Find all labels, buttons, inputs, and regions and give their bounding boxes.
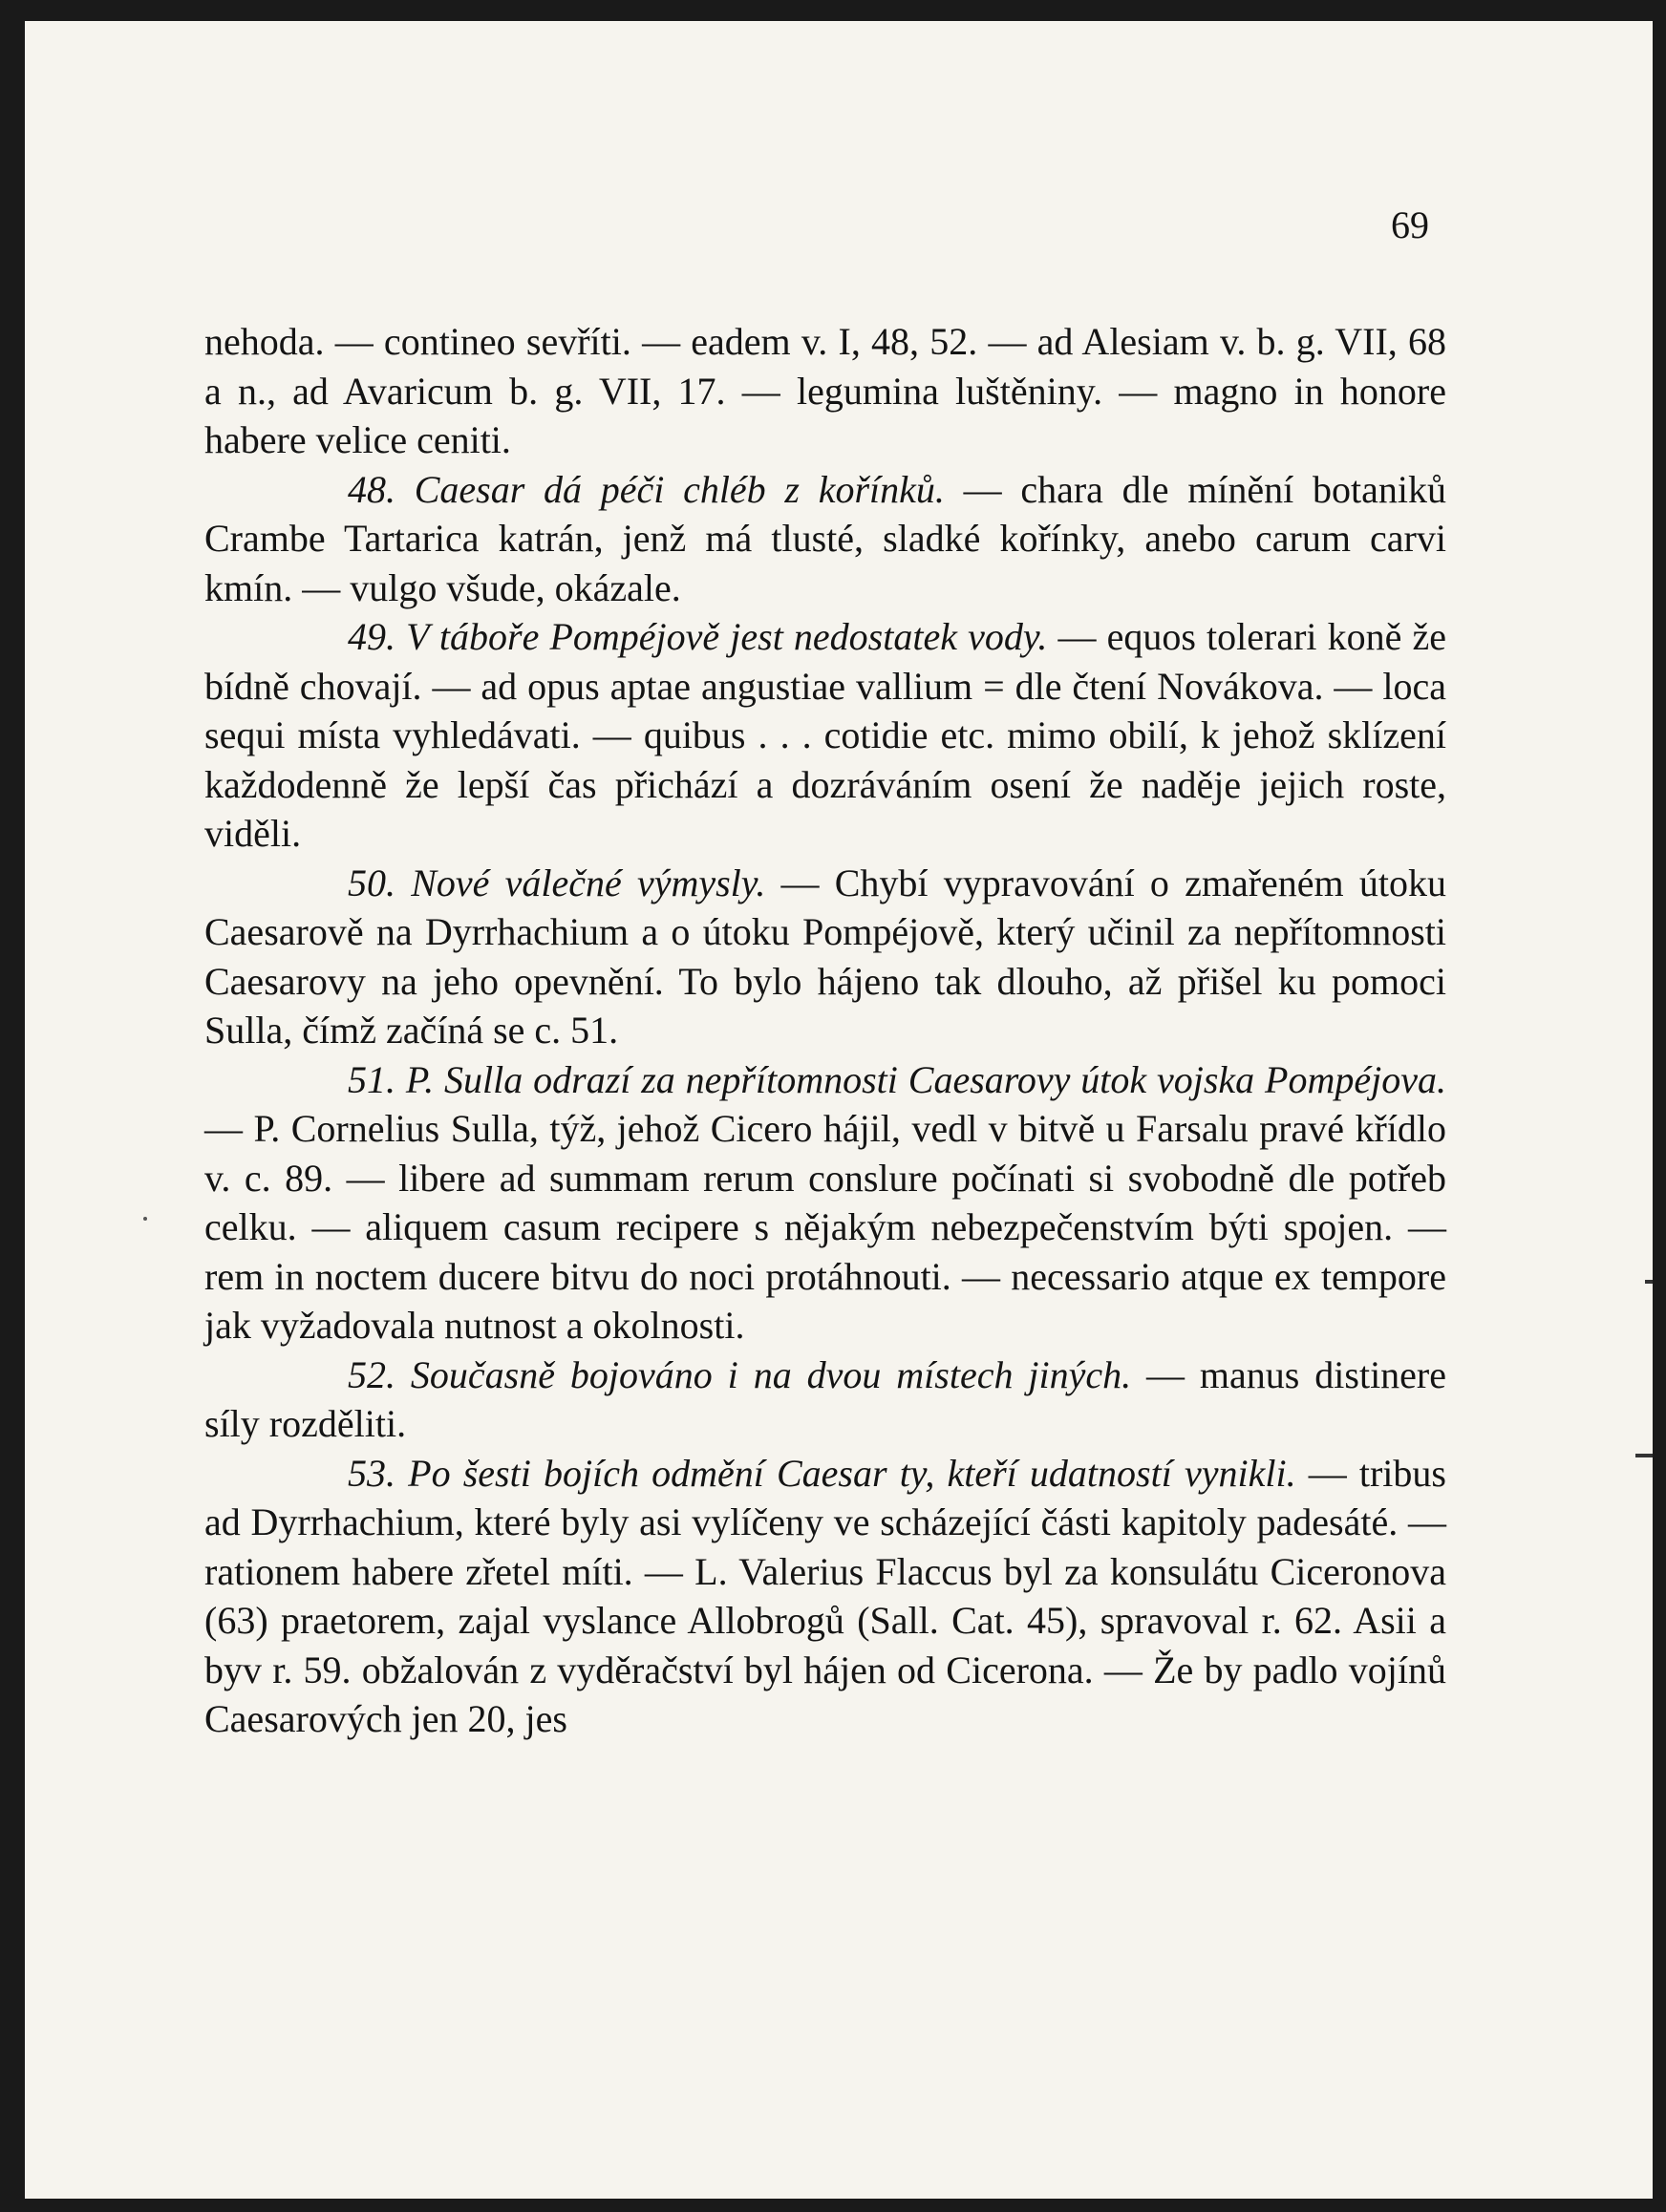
paragraph-52 [204, 1351, 1446, 1449]
book-page [25, 21, 1653, 2199]
paragraph-body: nehoda. — contineo sevříti. — eadem v. I, 48, 52. — ad Alesiam v. b. g. VII, 68 a n., ad Avaricum b. g. VII, 17. — legumina luštěniny. — magno in honore habere velice ceniti. [204, 320, 1446, 461]
paragraph-49 [204, 612, 1446, 859]
paragraph-body: — manus distinere síly rozděliti. [204, 1352, 1447, 1445]
paragraph-continuation [204, 317, 1446, 465]
paragraph-body: — Chybí vypravování o zmařeném útoku Caesarově na Dyrrhachium a o útoku Pompéjově, který učinil za nepřítomnosti Caesarovy na jeho opevnění. To bylo hájeno tak dlouho, až přišel ku pomoci Sulla, čímž začíná se c. 51. [204, 861, 1446, 1052]
page-number: 69 [1391, 203, 1429, 246]
paragraph-heading: 53. Po šesti bojích odmění Caesar ty, kteří udatností vynikli. [348, 1451, 1296, 1495]
paragraph-heading: 48. Caesar dá péči chléb z kořínků. [348, 467, 945, 511]
paragraph-heading: 51. P. Sulla odrazí za nepřítomnosti Caesarovy útok vojska Pompéjova. [348, 1057, 1446, 1101]
paragraph-48 [204, 465, 1446, 613]
paragraph-body: — equos tolerari koně že bídně chovají. — ad opus aptae angustiae vallium = dle čtení Novákova. — loca sequi místa vyhledávati. — quibus . . . cotidie etc. mimo obilí, k jehož sklízení každodenně že lepší čas přichází a dozráváním osení že naděje jejich roste, viděli. [204, 615, 1446, 855]
paragraph-50 [204, 859, 1446, 1055]
paragraph-body: — P. Cornelius Sulla, týž, jehož Cicero hájil, vedl v bitvě u Farsalu pravé křídlo v. c. 89. — libere ad summam rerum conslure počínati si svobodně dle potřeb celku. — aliquem casum recipere s nějakým nebezpečenstvím býti spojen. — rem in noctem ducere bitvu do noci protáhnouti. — necessario atque ex tempore jak vyžadovala nutnost a okolnosti. [204, 1107, 1446, 1347]
commentary-text [204, 317, 1446, 1744]
paragraph-body: — tribus ad Dyrrhachium, které byly asi vylíčeny ve scházející části kapitoly padesáté. — rationem habere zřetel míti. — L. Valerius Flaccus byl za konsulátu Ciceronova (63) praetorem, zajal vyslance Allobrogů (Sall. Cat. 45), spravoval r. 62. Asii a byv r. 59. obžalován z vyděračství byl hájen od Cicerona. — Že by padlo vojínů Caesarových jen 20, jes [204, 1451, 1446, 1740]
paragraph-53 [204, 1449, 1446, 1744]
paragraph-heading: 49. V táboře Pompéjově jest nedostatek vody. [348, 615, 1048, 658]
paper-edge-mark [1635, 1454, 1653, 1457]
paragraph-body: — chara dle mínění botaniků Crambe Tartarica katrán, jenž má tlusté, sladké kořínky, anebo carum carvi kmín. — vulgo všude, okázale. [204, 467, 1446, 609]
paragraph-heading: 50. Nové válečné výmysly. [348, 861, 766, 904]
paragraph-51 [204, 1055, 1446, 1351]
paper-speck [143, 1217, 147, 1221]
paper-edge-mark [1645, 1280, 1653, 1284]
paragraph-heading: 52. Současně bojováno i na dvou místech jiných. [348, 1352, 1132, 1396]
